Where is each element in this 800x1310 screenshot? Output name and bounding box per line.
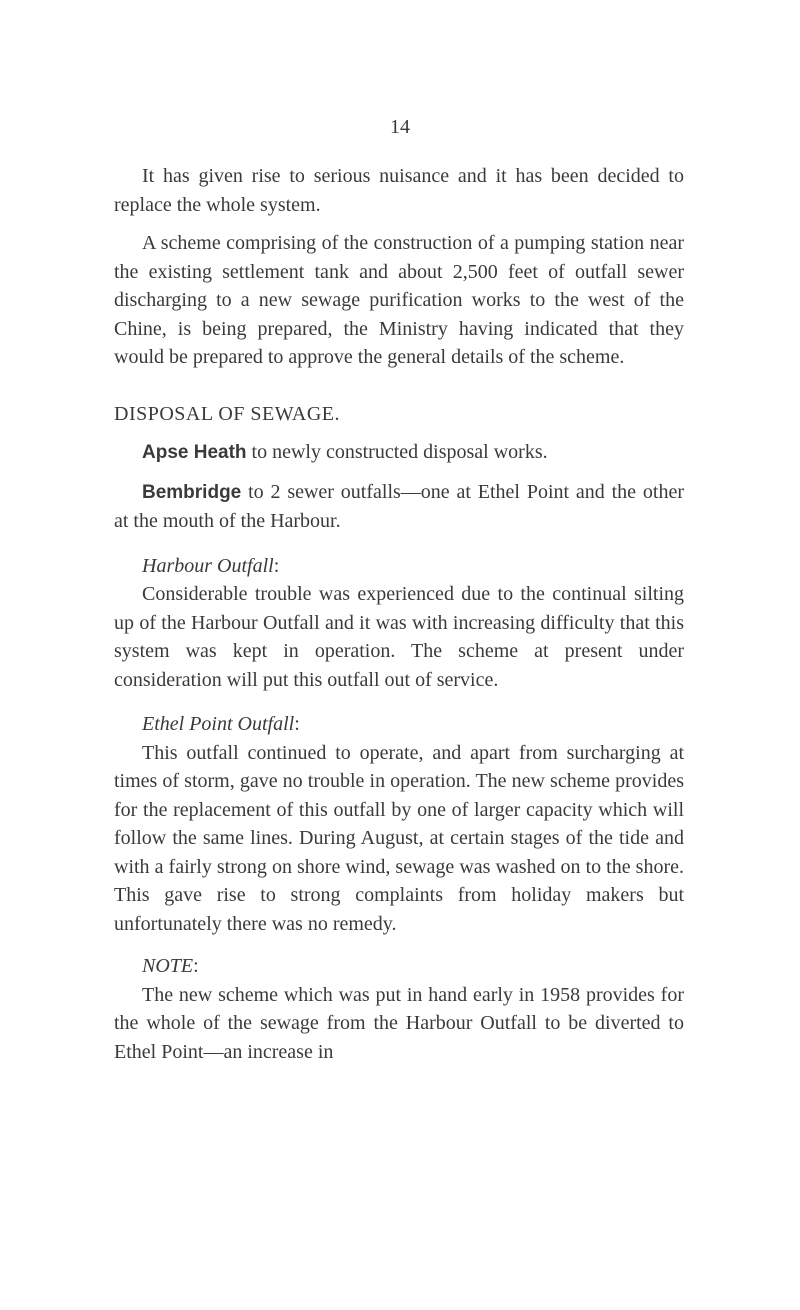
ethel-point-outfall-colon: :	[294, 713, 300, 735]
harbour-outfall-colon: :	[273, 554, 280, 577]
ethel-point-outfall-label: Ethel Point Outfall	[142, 713, 295, 735]
apse-heath-text: to newly constructed disposal works.	[246, 441, 548, 463]
paragraph-apse-heath	[114, 438, 684, 468]
section-heading-disposal: DISPOSAL OF SEWAGE.	[114, 402, 341, 425]
place-name-bembridge: Bembridge	[142, 481, 242, 503]
page-body	[114, 162, 684, 1066]
bembridge-text: to 2 sewer outfalls—one at Ethel Point and the other at the mouth of the Harbour.	[114, 480, 684, 532]
harbour-outfall-label: Harbour Outfall	[142, 554, 274, 577]
subheading-ethel-point-outfall	[114, 710, 684, 739]
paragraph-nuisance: It has given rise to serious nuisance and it has been decided to replace the whole system.	[114, 165, 684, 216]
place-name-apse-heath: Apse Heath	[142, 442, 247, 463]
subheading-note	[114, 952, 684, 981]
page-number: 14	[390, 116, 410, 138]
paragraph-note: The new scheme which was put in hand early in 1958 provides for the whole of the sewage from the Harbour Outfall to be diverted to Ethel Point—an increase in	[114, 983, 684, 1063]
paragraph-ethel-point-outfall: This outfall continued to operate, and apart from surcharging at times of storm, gave no trouble in operation. The new scheme provides for the replacement of this outfall by one of larger capacity which will follow the same lines. During August, at certain stages of the tide and with a fairly strong on shore wind, sewage was washed on to the shore. This gave rise to strong complaints from holiday makers but unfortunately there was no remedy.	[114, 741, 684, 935]
paragraph-harbour-outfall: Considerable trouble was experienced due to the continual silting up of the Harbour Outfall and it was with increasing difficulty that this system was kept in operation. The scheme at present under consideration will put this outfall out of service.	[114, 583, 684, 691]
note-label: NOTE	[142, 955, 194, 977]
paragraph-pumping-scheme: A scheme comprising of the construction of a pumping station near the existing settlement tank and about 2,500 feet of outfall sewer discharging to a new sewage purification works to the west of the Chine, is being prepared, the Ministry having indicated that they would be prepared to approve the general details of the scheme.	[114, 232, 684, 368]
note-colon: :	[193, 955, 199, 977]
paragraph-bembridge	[114, 478, 684, 536]
subheading-harbour-outfall	[114, 552, 684, 581]
